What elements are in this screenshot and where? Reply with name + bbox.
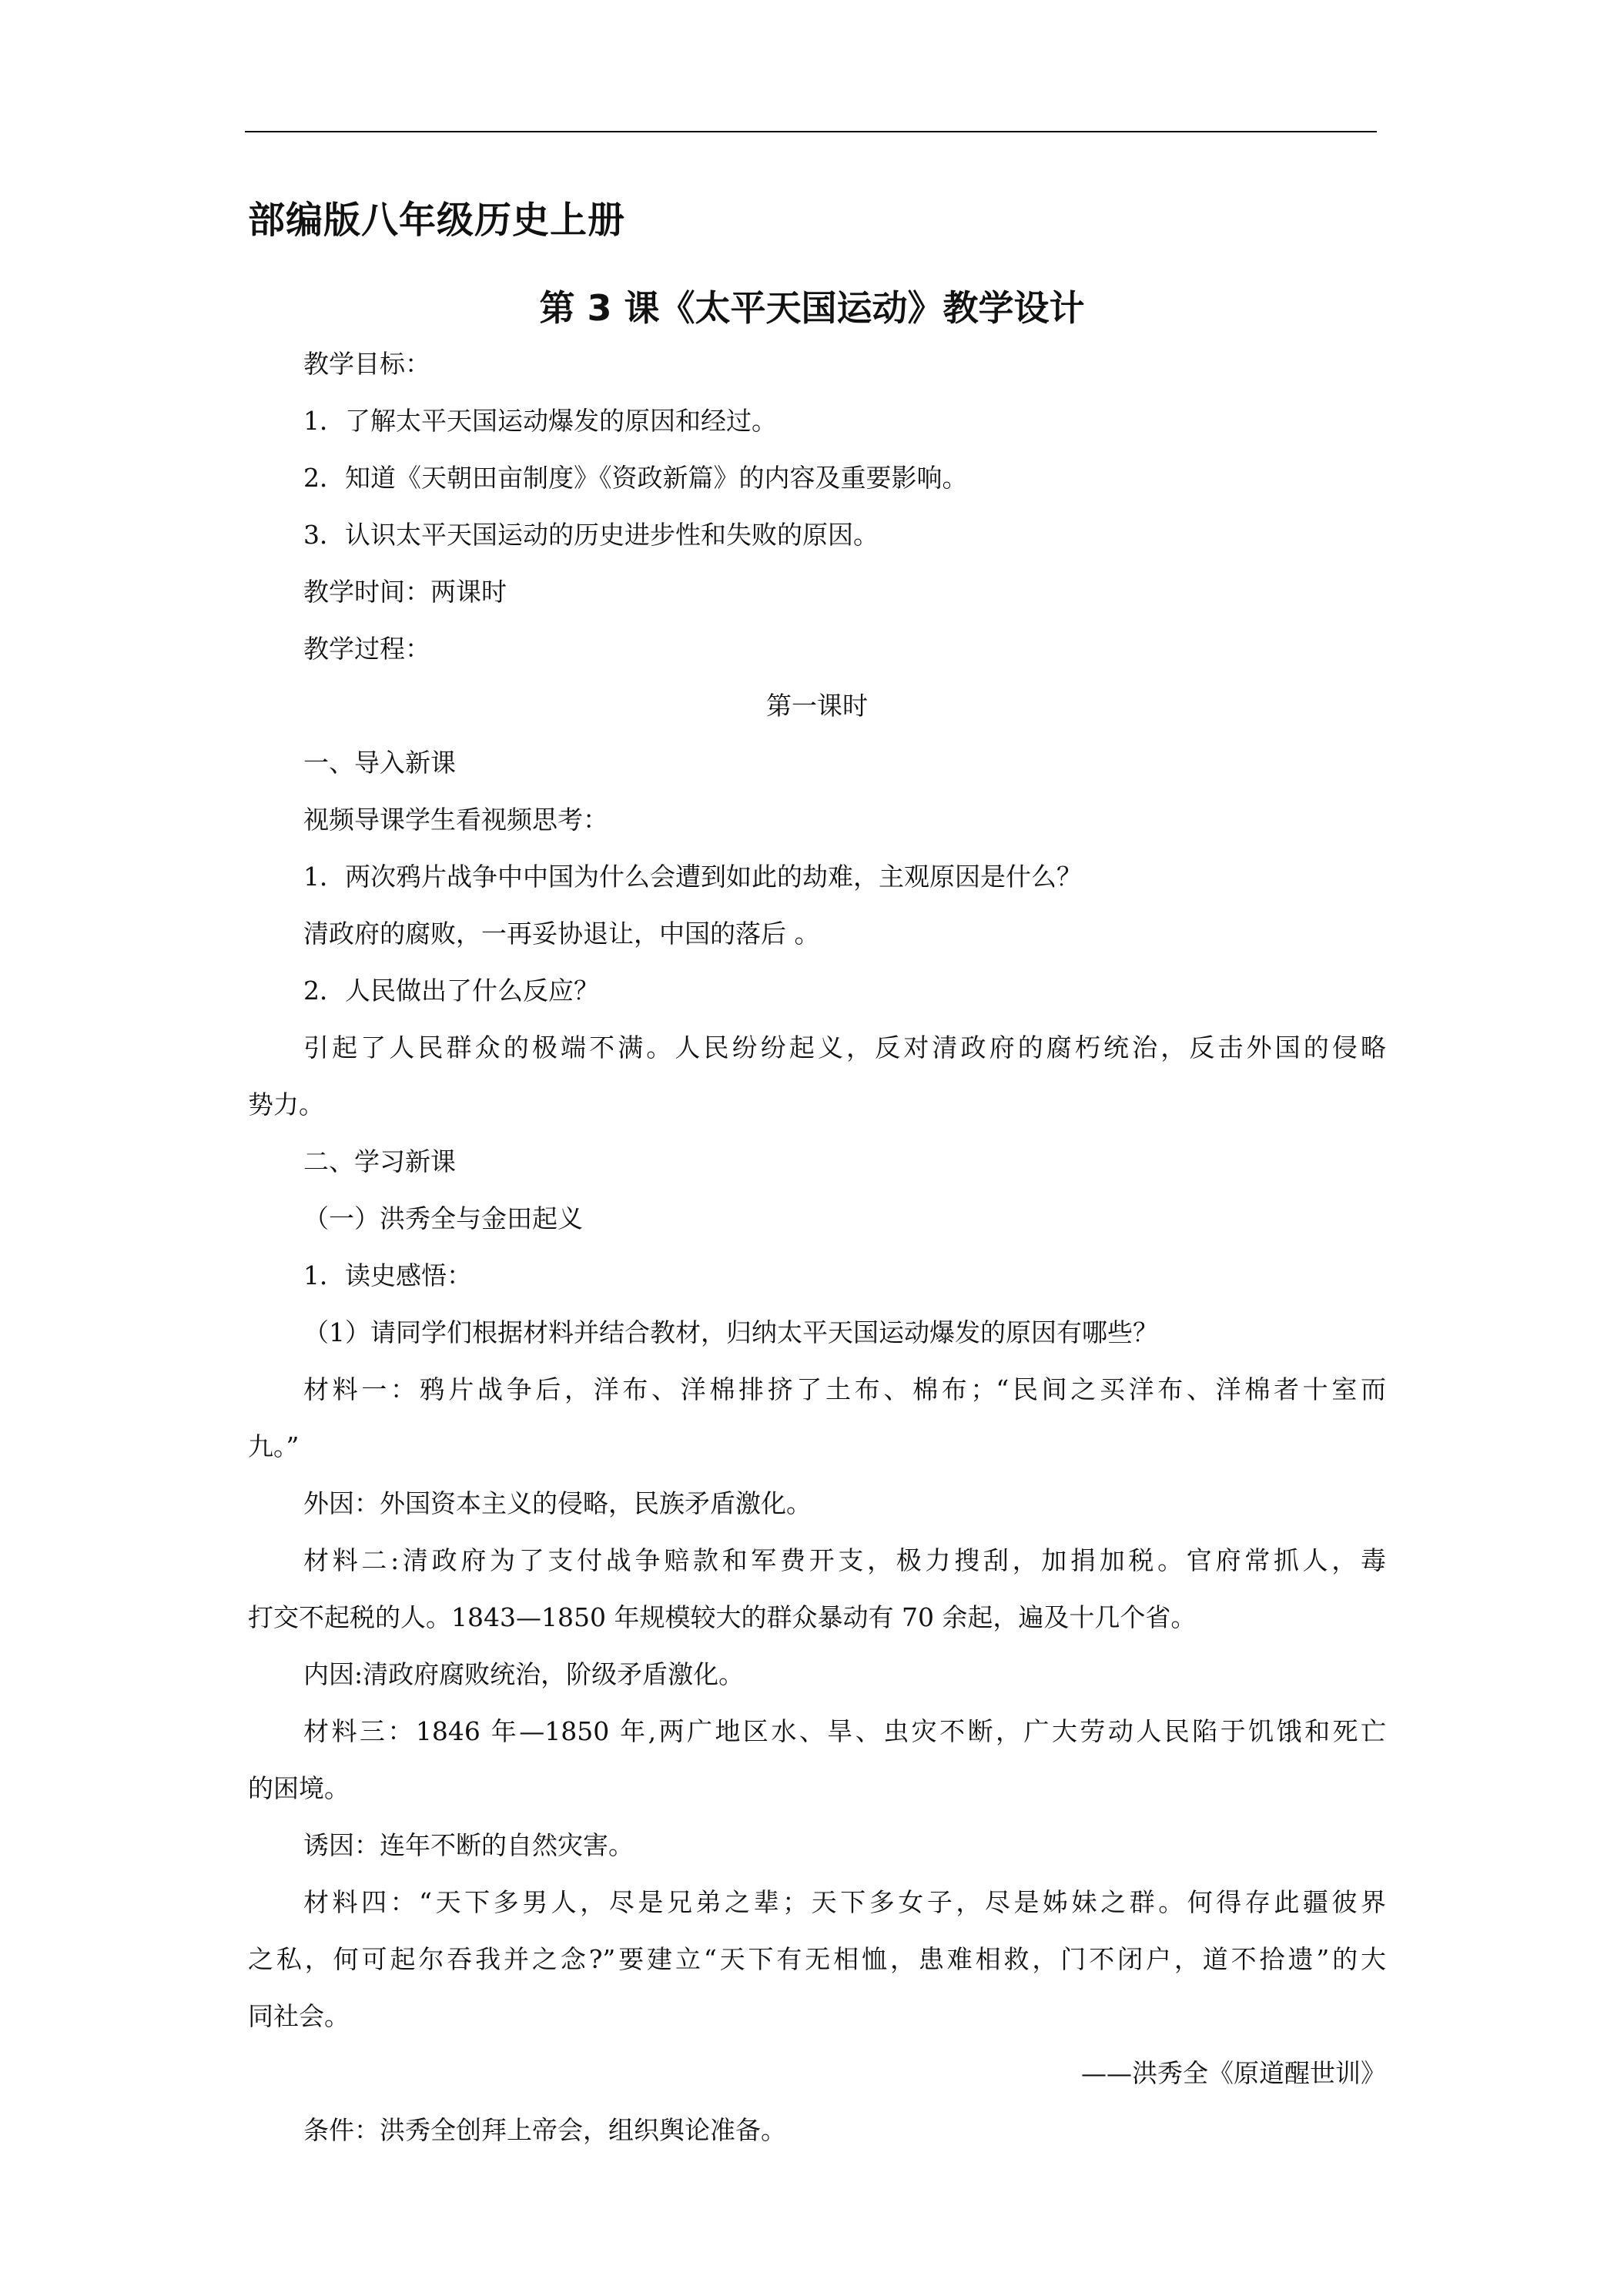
- material-line: 材料二:清政府为了支付战争赔款和军费开支，极力搜刮，加捐加税。官府常抓人，毒: [303, 1545, 1386, 1575]
- objective-item: 3．认识太平天国运动的历史进步性和失败的原因。: [303, 520, 879, 550]
- question-item: （1）请同学们根据材料并结合教材，归纳太平天国运动爆发的原因有哪些？: [303, 1317, 1158, 1347]
- condition-line: 条件：洪秀全创拜上帝会，组织舆论准备。: [303, 2115, 786, 2145]
- quote-attribution: ——洪秀全《原道醒世训》: [1081, 2058, 1386, 2088]
- material-line-continued: 打交不起税的人。1843—1850 年规模较大的群众暴动有 70 余起，遍及十几个省。: [248, 1602, 1197, 1632]
- material-line: 材料四：“天下多男人，尽是兄弟之辈；天下多女子，尽是姊妹之群。何得存此疆彼界: [303, 1887, 1386, 1917]
- question-item: 1．两次鸦片战争中中国为什么会遭到如此的劫难，主观原因是什么？: [303, 862, 1082, 892]
- lesson-period-heading: 第一课时: [766, 691, 868, 721]
- objective-item: 1．了解太平天国运动爆发的原因和经过。: [303, 406, 777, 436]
- answer-line-continued: 势力。: [248, 1089, 324, 1120]
- subsection-item: 1．读史感悟：: [303, 1260, 472, 1290]
- section-heading-objectives: 教学目标：: [303, 349, 430, 379]
- subsection-heading: （一）洪秀全与金田起义: [303, 1203, 583, 1233]
- material-line-continued: 之私，何可起尔吞我并之念?”要建立“天下有无相恤，患难相救，门不闭户，道不拾遗”的大: [248, 1944, 1386, 1974]
- book-title: 部编版八年级历史上册: [248, 199, 626, 242]
- material-line-continued: 的困境。: [248, 1773, 350, 1803]
- question-item: 2．人民做出了什么反应？: [303, 976, 599, 1006]
- paragraph-line: 视频导课学生看视频思考：: [303, 805, 608, 835]
- material-line-continued: 九。”: [248, 1431, 300, 1461]
- answer-line: 引起了人民群众的极端不满。人民纷纷起义，反对清政府的腐朽统治，反击外国的侵略: [303, 1033, 1386, 1063]
- document-body: [248, 336, 1386, 2159]
- section-heading-intro: 一、导入新课: [303, 748, 456, 778]
- material-line: 材料三：1846 年—1850 年,两广地区水、旱、虫灾不断，广大劳动人民陷于饥饿和死亡: [303, 1716, 1386, 1746]
- section-heading-new-lesson: 二、学习新课: [303, 1146, 456, 1176]
- cause-line: 诱因：连年不断的自然灾害。: [303, 1830, 634, 1860]
- header-rule: [245, 131, 1377, 132]
- teaching-time: 教学时间：两课时: [303, 577, 507, 607]
- lesson-title: 第 3 课《太平天国运动》教学设计: [539, 287, 1085, 329]
- answer-line: 清政府的腐败，一再妥协退让，中国的落后 。: [303, 919, 820, 949]
- cause-line: 外因：外国资本主义的侵略，民族矛盾激化。: [303, 1488, 812, 1518]
- section-heading-process: 教学过程：: [303, 634, 430, 664]
- material-line-continued: 同社会。: [248, 2001, 350, 2031]
- objective-item: 2．知道《天朝田亩制度》《资政新篇》的内容及重要影响。: [303, 463, 968, 493]
- cause-line: 内因:清政府腐败统治，阶级矛盾激化。: [303, 1659, 745, 1689]
- material-line: 材料一：鸦片战争后，洋布、洋棉排挤了土布、棉布；“民间之买洋布、洋棉者十室而: [303, 1374, 1386, 1404]
